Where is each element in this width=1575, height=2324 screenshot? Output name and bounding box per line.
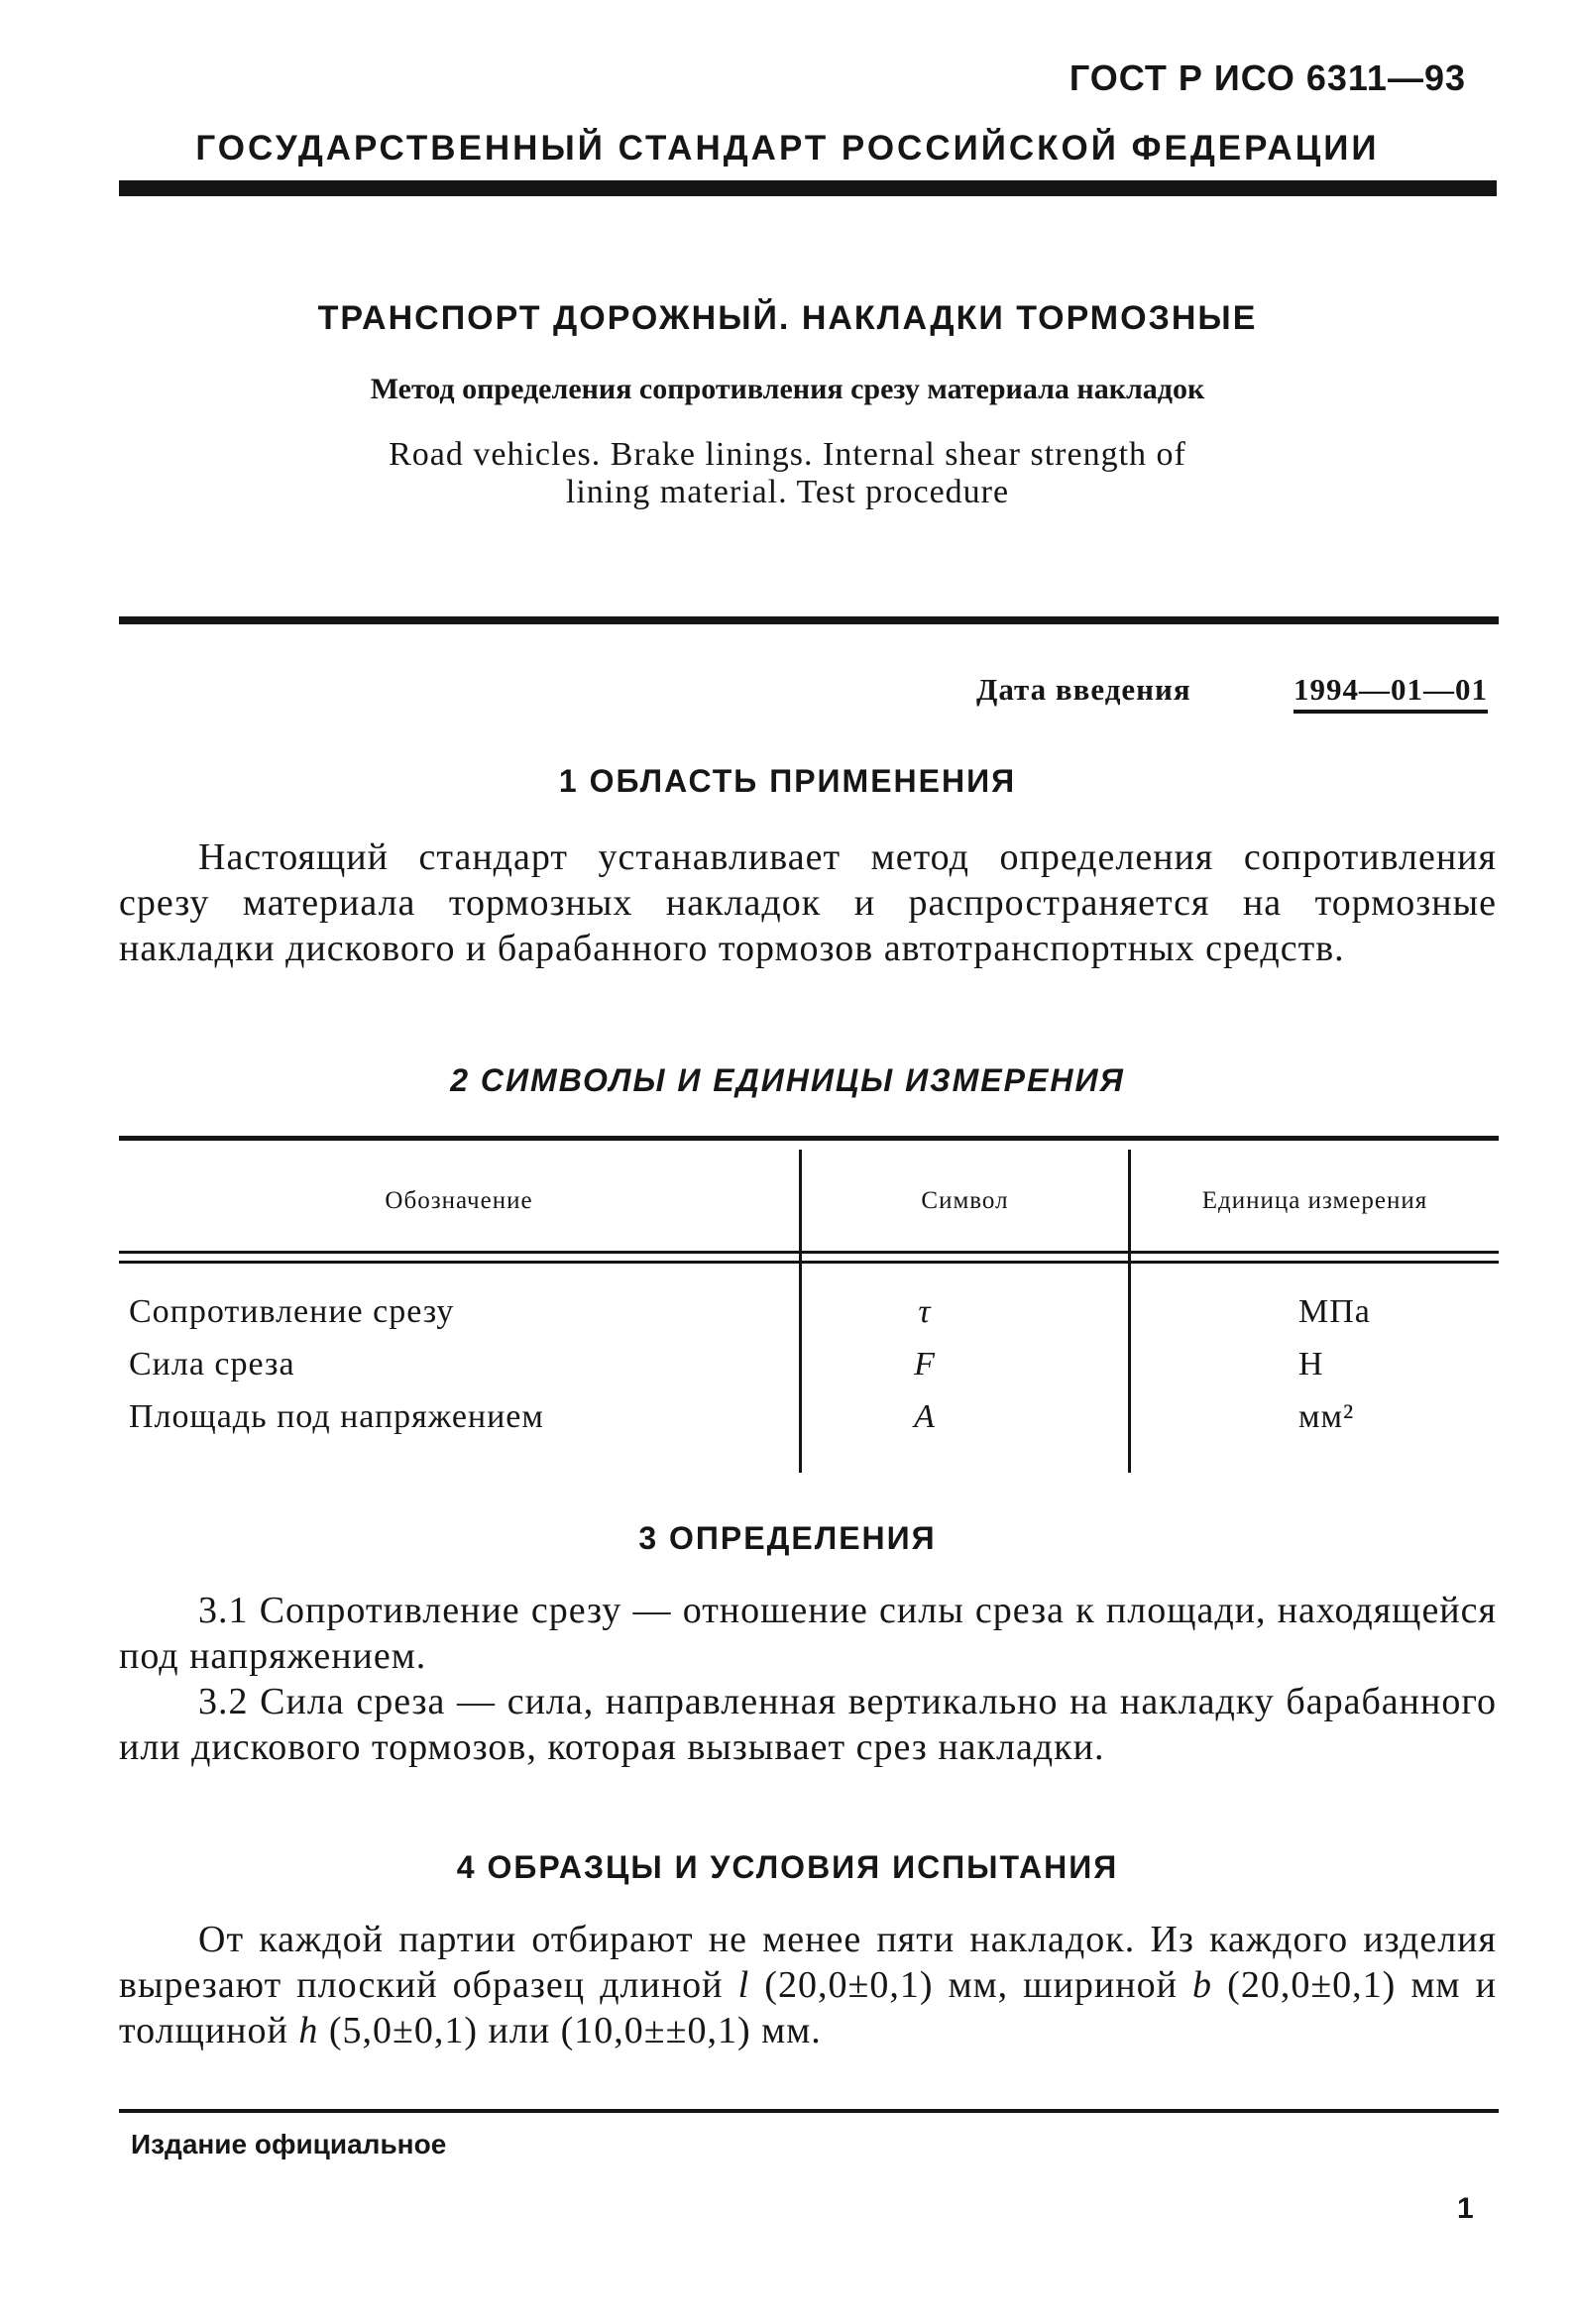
definition-3-1: 3.1 Сопротивление срезу — отношение силы среза к площади, находящейся под напряжением. xyxy=(119,1590,1497,1677)
table-header-rule xyxy=(119,1261,1499,1264)
section-2-heading: 2 СИМВОЛЫ И ЕДИНИЦЫ ИЗМЕРЕНИЯ xyxy=(450,1062,1125,1098)
table-header-designation: Обозначение xyxy=(385,1187,533,1214)
table-cell-name: Сопротивление срезу xyxy=(129,1293,455,1330)
length-variable: l xyxy=(737,1964,750,2006)
section-3-text xyxy=(119,1588,1497,1770)
section-3-heading: 3 ОПРЕДЕЛЕНИЯ xyxy=(638,1520,937,1556)
table-header-rule xyxy=(119,1251,1499,1254)
section-4-text-part: (20,0±0,1) мм и толщиной xyxy=(119,1964,1498,2051)
intro-date-value: 1994—01—01 xyxy=(1294,672,1488,714)
section-1-heading: 1 ОБЛАСТЬ ПРИМЕНЕНИЯ xyxy=(558,763,1017,799)
thickness-variable: h xyxy=(298,2010,319,2051)
section-4-text-part: (5,0±0,1) или (10,0±±0,1) мм. xyxy=(318,2010,822,2051)
table-cell-symbol: F xyxy=(914,1346,936,1383)
section-4-paragraph xyxy=(119,1917,1497,2053)
table-cell-unit: мм² xyxy=(1298,1398,1355,1435)
page-number: 1 xyxy=(1457,2192,1474,2225)
section-4-text-part: (20,0±0,1) мм, шириной xyxy=(749,1964,1193,2006)
state-standard-heading: ГОСУДАРСТВЕННЫЙ СТАНДАРТ РОССИЙСКОЙ ФЕДЕРАЦИИ xyxy=(195,129,1380,167)
table-cell-unit: МПа xyxy=(1298,1293,1371,1330)
document-title: ТРАНСПОРТ ДОРОЖНЫЙ. НАКЛАДКИ ТОРМОЗНЫЕ xyxy=(317,299,1258,337)
section-4-text xyxy=(119,1917,1497,2053)
table-cell-name: Площадь под напряжением xyxy=(129,1398,544,1435)
title-rule xyxy=(119,616,1499,624)
definition-3-2: 3.2 Сила среза — сила, направленная вертикально на накладку барабанного или дискового тормозов, которая вызывает срез накладки. xyxy=(119,1681,1497,1768)
document-code: ГОСТ Р ИСО 6311—93 xyxy=(1069,57,1466,98)
table-cell-symbol: A xyxy=(914,1398,936,1435)
section-4-heading: 4 ОБРАЗЦЫ И УСЛОВИЯ ИСПЫТАНИЯ xyxy=(456,1849,1119,1885)
intro-date-label: Дата введения xyxy=(976,672,1191,707)
table-header-symbol: Символ xyxy=(921,1187,1009,1214)
table-cell-unit: Н xyxy=(1298,1346,1324,1383)
section-4-text-part: От каждой партии отбирают не менее пяти накладок. Из каждого изделия вырезают плоский образец длиной xyxy=(119,1919,1497,2006)
width-variable: b xyxy=(1192,1964,1213,2006)
table-top-rule xyxy=(119,1136,1499,1141)
document-subtitle: Метод определения сопротивления срезу материала накладок xyxy=(370,373,1205,405)
table-header-unit: Единица измерения xyxy=(1201,1187,1428,1214)
english-title xyxy=(0,436,1575,511)
table-cell-name: Сила среза xyxy=(129,1346,295,1383)
english-title-line-2: lining material. Test procedure xyxy=(565,474,1010,510)
section-1-paragraph: Настоящий стандарт устанавливает метод определения сопротивления срезу материала тормозных накладок и распространяется на тормозные накладки дискового и барабанного тормозов автотранспортных средств. xyxy=(119,836,1497,969)
footer-rule xyxy=(119,2109,1499,2113)
english-title-line-1: Road vehicles. Brake linings. Internal shear strength of xyxy=(389,436,1186,473)
section-1-text xyxy=(119,834,1497,971)
table-cell-symbol: τ xyxy=(918,1293,932,1330)
header-rule xyxy=(119,180,1497,196)
edition-label: Издание официальное xyxy=(131,2129,447,2159)
